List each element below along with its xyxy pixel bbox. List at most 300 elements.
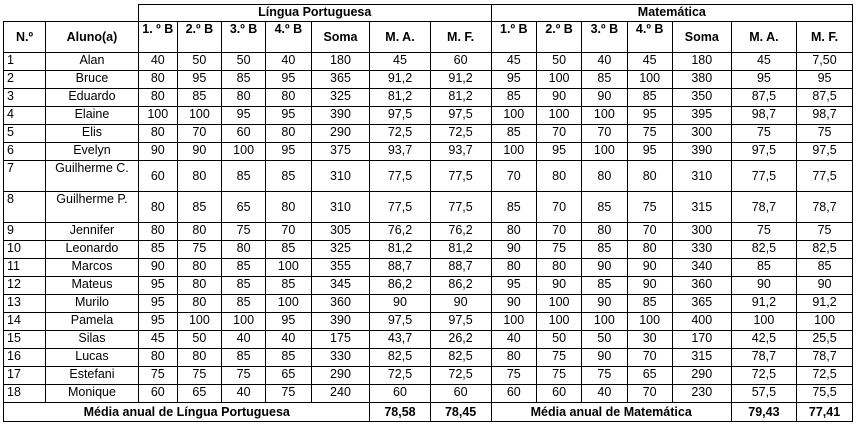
lp-b3-cell: 40 [221, 331, 265, 349]
student-number: 1 [4, 53, 46, 71]
lp-soma-cell: 355 [311, 259, 370, 277]
mat-soma-cell: 380 [672, 71, 731, 89]
lp-b1-cell: 80 [138, 349, 177, 367]
lp-b2-cell: 75 [177, 241, 221, 259]
mat-mf-cell: 87,5 [797, 89, 853, 107]
lp-b2-cell: 80 [177, 259, 221, 277]
lp-soma-cell: 330 [311, 349, 370, 367]
lp-b4-cell: 70 [266, 223, 311, 241]
mat-b2-cell: 50 [536, 331, 581, 349]
lp-b3-cell: 95 [221, 107, 265, 125]
mat-b1-cell: 100 [491, 313, 536, 331]
mat-annual-ma: 79,43 [731, 403, 796, 422]
col-mat-b4: 4.º B [627, 22, 672, 53]
mat-soma-cell: 180 [672, 53, 731, 71]
mat-mf-cell: 7,50 [797, 53, 853, 71]
mat-b3-cell: 90 [582, 295, 627, 313]
mat-ma-cell: 78,7 [731, 349, 796, 367]
lp-b4-cell: 40 [266, 53, 311, 71]
mat-b2-cell: 50 [536, 53, 581, 71]
mat-soma-cell: 300 [672, 125, 731, 143]
mat-b3-cell: 100 [582, 143, 627, 161]
col-mat-mf: M. F. [797, 22, 853, 53]
mat-mf-cell: 75 [797, 223, 853, 241]
col-lp-b1: 1. º B [138, 22, 177, 53]
mat-mf-cell: 85 [797, 259, 853, 277]
col-lp-b2: 2.º B [177, 22, 221, 53]
lp-soma-cell: 310 [311, 192, 370, 223]
student-name: Pamela [46, 313, 139, 331]
mat-b4-cell: 90 [627, 277, 672, 295]
mat-soma-cell: 300 [672, 223, 731, 241]
lp-mf-cell: 88,7 [430, 259, 491, 277]
mat-b2-cell: 70 [536, 192, 581, 223]
col-mat-ma: M. A. [731, 22, 796, 53]
lp-b4-cell: 95 [266, 143, 311, 161]
table-row [4, 349, 853, 367]
mat-b2-cell: 100 [536, 71, 581, 89]
lp-b3-cell: 85 [221, 349, 265, 367]
student-number: 17 [4, 367, 46, 385]
table-row [4, 277, 853, 295]
lp-b1-cell: 80 [138, 192, 177, 223]
table-row [4, 223, 853, 241]
mat-b4-cell: 75 [627, 125, 672, 143]
lp-ma-cell: 88,7 [370, 259, 430, 277]
mat-b1-cell: 90 [491, 295, 536, 313]
mat-ma-cell: 57,5 [731, 385, 796, 403]
student-number: 15 [4, 331, 46, 349]
lp-b2-cell: 95 [177, 71, 221, 89]
mat-soma-cell: 315 [672, 192, 731, 223]
mat-ma-cell: 77,5 [731, 161, 796, 192]
lp-b1-cell: 100 [138, 107, 177, 125]
lp-soma-cell: 390 [311, 107, 370, 125]
lp-soma-cell: 360 [311, 295, 370, 313]
lp-ma-cell: 90 [370, 295, 430, 313]
mat-soma-cell: 350 [672, 89, 731, 107]
mat-b1-cell: 95 [491, 71, 536, 89]
student-name: Murilo [46, 295, 139, 313]
lp-b1-cell: 80 [138, 125, 177, 143]
lp-ma-cell: 91,2 [370, 71, 430, 89]
lp-soma-cell: 310 [311, 161, 370, 192]
mat-b2-cell: 100 [536, 313, 581, 331]
mat-ma-cell: 85 [731, 259, 796, 277]
mat-mf-cell: 97,5 [797, 143, 853, 161]
lp-soma-cell: 290 [311, 125, 370, 143]
lp-b3-cell: 65 [221, 192, 265, 223]
mat-b2-cell: 80 [536, 259, 581, 277]
lp-b2-cell: 65 [177, 385, 221, 403]
mat-soma-cell: 400 [672, 313, 731, 331]
mat-b1-cell: 80 [491, 259, 536, 277]
table-row [4, 367, 853, 385]
student-number: 2 [4, 71, 46, 89]
mat-b1-cell: 80 [491, 223, 536, 241]
student-name: Elaine [46, 107, 139, 125]
table-row [4, 53, 853, 71]
mat-ma-cell: 87,5 [731, 89, 796, 107]
lp-b4-cell: 80 [266, 89, 311, 107]
lp-mf-cell: 77,5 [430, 161, 491, 192]
lp-ma-cell: 77,5 [370, 161, 430, 192]
mat-annual-label: Média anual de Matemática [491, 403, 731, 422]
mat-soma-cell: 230 [672, 385, 731, 403]
mat-soma-cell: 170 [672, 331, 731, 349]
table-row [4, 385, 853, 403]
column-header-row [4, 22, 853, 53]
col-mat-b2: 2.º B [536, 22, 581, 53]
mat-b2-cell: 75 [536, 241, 581, 259]
lp-ma-cell: 81,2 [370, 241, 430, 259]
table-row [4, 259, 853, 277]
student-name: Estefani [46, 367, 139, 385]
lp-b1-cell: 95 [138, 295, 177, 313]
student-name: Silas [46, 331, 139, 349]
lp-ma-cell: 72,5 [370, 125, 430, 143]
lp-b2-cell: 80 [177, 161, 221, 192]
lp-b4-cell: 75 [266, 385, 311, 403]
mat-ma-cell: 95 [731, 71, 796, 89]
mat-mf-cell: 78,7 [797, 192, 853, 223]
lp-b2-cell: 70 [177, 125, 221, 143]
table-row [4, 241, 853, 259]
lp-mf-cell: 76,2 [430, 223, 491, 241]
mat-ma-cell: 75 [731, 125, 796, 143]
student-name: Evelyn [46, 143, 139, 161]
lp-soma-cell: 240 [311, 385, 370, 403]
mat-b3-cell: 90 [582, 89, 627, 107]
grades-table [3, 4, 853, 422]
lp-b3-cell: 80 [221, 89, 265, 107]
mat-b3-cell: 40 [582, 53, 627, 71]
mat-ma-cell: 72,5 [731, 367, 796, 385]
lp-b1-cell: 60 [138, 385, 177, 403]
mat-b3-cell: 85 [582, 71, 627, 89]
mat-b4-cell: 95 [627, 107, 672, 125]
mat-b2-cell: 70 [536, 125, 581, 143]
subject-header-row [4, 5, 853, 22]
lp-b1-cell: 40 [138, 53, 177, 71]
lp-b4-cell: 85 [266, 241, 311, 259]
lp-b3-cell: 85 [221, 277, 265, 295]
lp-annual-label: Média anual de Língua Portuguesa [4, 403, 370, 422]
student-number: 9 [4, 223, 46, 241]
mat-mf-cell: 75,5 [797, 385, 853, 403]
mat-mf-cell: 77,5 [797, 161, 853, 192]
mat-mf-cell: 100 [797, 313, 853, 331]
mat-b1-cell: 60 [491, 385, 536, 403]
lp-b4-cell: 85 [266, 277, 311, 295]
student-name: Guilherme C. [46, 161, 139, 192]
mat-b2-cell: 75 [536, 367, 581, 385]
lp-b2-cell: 85 [177, 89, 221, 107]
col-mat-b1: 1.º B [491, 22, 536, 53]
mat-soma-cell: 310 [672, 161, 731, 192]
lp-soma-cell: 180 [311, 53, 370, 71]
mat-b3-cell: 80 [582, 161, 627, 192]
mat-ma-cell: 75 [731, 223, 796, 241]
mat-b4-cell: 95 [627, 143, 672, 161]
lp-mf-cell: 60 [430, 385, 491, 403]
student-number: 13 [4, 295, 46, 313]
lp-b2-cell: 100 [177, 313, 221, 331]
student-name: Elis [46, 125, 139, 143]
lp-ma-cell: 77,5 [370, 192, 430, 223]
mat-b3-cell: 75 [582, 367, 627, 385]
lp-b1-cell: 85 [138, 241, 177, 259]
lp-mf-cell: 72,5 [430, 367, 491, 385]
col-mat-b3: 3.º B [582, 22, 627, 53]
lp-mf-cell: 72,5 [430, 125, 491, 143]
col-lp-mf: M. F. [430, 22, 491, 53]
student-number: 14 [4, 313, 46, 331]
mat-b2-cell: 90 [536, 277, 581, 295]
student-number: 12 [4, 277, 46, 295]
mat-mf-cell: 78,7 [797, 349, 853, 367]
mat-b2-cell: 80 [536, 161, 581, 192]
lp-b3-cell: 85 [221, 259, 265, 277]
mat-b4-cell: 90 [627, 259, 672, 277]
lp-mf-cell: 81,2 [430, 241, 491, 259]
lp-b1-cell: 60 [138, 161, 177, 192]
lp-soma-cell: 305 [311, 223, 370, 241]
mat-b1-cell: 90 [491, 241, 536, 259]
lp-b3-cell: 100 [221, 313, 265, 331]
lp-b1-cell: 90 [138, 259, 177, 277]
mat-b3-cell: 80 [582, 223, 627, 241]
mat-b4-cell: 70 [627, 349, 672, 367]
student-number: 3 [4, 89, 46, 107]
lp-b3-cell: 50 [221, 53, 265, 71]
lp-b3-cell: 75 [221, 367, 265, 385]
mat-b1-cell: 100 [491, 143, 536, 161]
lp-ma-cell: 76,2 [370, 223, 430, 241]
mat-b4-cell: 85 [627, 89, 672, 107]
lp-mf-cell: 97,5 [430, 313, 491, 331]
lp-ma-cell: 72,5 [370, 367, 430, 385]
mat-annual-mf: 77,41 [797, 403, 853, 422]
lp-b4-cell: 95 [266, 313, 311, 331]
mat-b2-cell: 90 [536, 89, 581, 107]
lp-b3-cell: 40 [221, 385, 265, 403]
table-row [4, 331, 853, 349]
header-blank [4, 5, 139, 22]
lp-soma-cell: 325 [311, 89, 370, 107]
lp-b2-cell: 50 [177, 53, 221, 71]
lp-mf-cell: 86,2 [430, 277, 491, 295]
mat-mf-cell: 90 [797, 277, 853, 295]
mat-ma-cell: 42,5 [731, 331, 796, 349]
mat-b2-cell: 75 [536, 349, 581, 367]
mat-b4-cell: 30 [627, 331, 672, 349]
lp-b4-cell: 65 [266, 367, 311, 385]
lp-b1-cell: 80 [138, 89, 177, 107]
student-number: 8 [4, 192, 46, 223]
lp-ma-cell: 97,5 [370, 107, 430, 125]
lp-b3-cell: 80 [221, 241, 265, 259]
mat-b1-cell: 75 [491, 367, 536, 385]
mat-b4-cell: 75 [627, 192, 672, 223]
lp-b2-cell: 80 [177, 223, 221, 241]
mat-b1-cell: 85 [491, 125, 536, 143]
mat-soma-cell: 360 [672, 277, 731, 295]
mat-soma-cell: 365 [672, 295, 731, 313]
lp-annual-ma: 78,58 [370, 403, 430, 422]
mat-ma-cell: 78,7 [731, 192, 796, 223]
lp-ma-cell: 86,2 [370, 277, 430, 295]
mat-b3-cell: 90 [582, 349, 627, 367]
mat-ma-cell: 98,7 [731, 107, 796, 125]
mat-b4-cell: 45 [627, 53, 672, 71]
col-lp-soma: Soma [311, 22, 370, 53]
mat-soma-cell: 315 [672, 349, 731, 367]
lp-b1-cell: 75 [138, 367, 177, 385]
mat-mf-cell: 82,5 [797, 241, 853, 259]
mat-ma-cell: 100 [731, 313, 796, 331]
mat-ma-cell: 91,2 [731, 295, 796, 313]
mat-ma-cell: 45 [731, 53, 796, 71]
table-row [4, 161, 853, 192]
lp-b2-cell: 80 [177, 277, 221, 295]
mat-mf-cell: 72,5 [797, 367, 853, 385]
lp-soma-cell: 365 [311, 71, 370, 89]
student-name: Eduardo [46, 89, 139, 107]
mat-b3-cell: 85 [582, 277, 627, 295]
table-row [4, 295, 853, 313]
mat-b4-cell: 80 [627, 161, 672, 192]
col-lp-ma: M. A. [370, 22, 430, 53]
mat-b4-cell: 70 [627, 385, 672, 403]
student-name: Bruce [46, 71, 139, 89]
student-name: Alan [46, 53, 139, 71]
mat-b4-cell: 100 [627, 313, 672, 331]
mat-b1-cell: 80 [491, 349, 536, 367]
mat-b1-cell: 45 [491, 53, 536, 71]
lp-b4-cell: 100 [266, 259, 311, 277]
student-number: 7 [4, 161, 46, 192]
lp-mf-cell: 91,2 [430, 71, 491, 89]
mat-b3-cell: 85 [582, 241, 627, 259]
lp-b2-cell: 80 [177, 295, 221, 313]
mat-soma-cell: 290 [672, 367, 731, 385]
student-name: Marcos [46, 259, 139, 277]
lp-ma-cell: 60 [370, 385, 430, 403]
lp-ma-cell: 45 [370, 53, 430, 71]
lp-b2-cell: 90 [177, 143, 221, 161]
mat-soma-cell: 395 [672, 107, 731, 125]
table-row [4, 192, 853, 223]
table-row [4, 313, 853, 331]
mat-b4-cell: 100 [627, 71, 672, 89]
lp-b3-cell: 60 [221, 125, 265, 143]
lp-b2-cell: 80 [177, 349, 221, 367]
lp-mf-cell: 81,2 [430, 89, 491, 107]
student-number: 6 [4, 143, 46, 161]
lp-soma-cell: 290 [311, 367, 370, 385]
lp-b3-cell: 85 [221, 161, 265, 192]
lp-annual-mf: 78,45 [430, 403, 491, 422]
lp-b1-cell: 95 [138, 277, 177, 295]
col-lp-b4: 4.º B [266, 22, 311, 53]
mat-mf-cell: 75 [797, 125, 853, 143]
lp-b4-cell: 95 [266, 71, 311, 89]
lp-ma-cell: 81,2 [370, 89, 430, 107]
mat-b3-cell: 50 [582, 331, 627, 349]
lp-b4-cell: 95 [266, 107, 311, 125]
table-row [4, 71, 853, 89]
lp-b1-cell: 80 [138, 223, 177, 241]
lp-ma-cell: 97,5 [370, 313, 430, 331]
mat-b3-cell: 90 [582, 259, 627, 277]
lp-mf-cell: 82,5 [430, 349, 491, 367]
mat-b3-cell: 40 [582, 385, 627, 403]
mat-b2-cell: 100 [536, 295, 581, 313]
mat-b3-cell: 100 [582, 107, 627, 125]
student-number: 16 [4, 349, 46, 367]
mat-b3-cell: 100 [582, 313, 627, 331]
lp-b3-cell: 85 [221, 71, 265, 89]
lp-b4-cell: 85 [266, 161, 311, 192]
mat-b2-cell: 100 [536, 107, 581, 125]
lp-ma-cell: 93,7 [370, 143, 430, 161]
mat-b2-cell: 60 [536, 385, 581, 403]
lp-mf-cell: 60 [430, 53, 491, 71]
col-lp-b3: 3.º B [221, 22, 265, 53]
mat-title: Matemática [491, 5, 852, 22]
lp-b2-cell: 75 [177, 367, 221, 385]
lp-soma-cell: 325 [311, 241, 370, 259]
mat-b4-cell: 65 [627, 367, 672, 385]
mat-b1-cell: 85 [491, 192, 536, 223]
student-name: Lucas [46, 349, 139, 367]
mat-ma-cell: 90 [731, 277, 796, 295]
mat-b1-cell: 100 [491, 107, 536, 125]
mat-b3-cell: 85 [582, 192, 627, 223]
lp-b3-cell: 85 [221, 295, 265, 313]
col-name: Aluno(a) [46, 22, 139, 53]
table-row [4, 107, 853, 125]
lp-b1-cell: 80 [138, 71, 177, 89]
mat-b4-cell: 80 [627, 241, 672, 259]
mat-ma-cell: 82,5 [731, 241, 796, 259]
lp-title: Língua Portuguesa [138, 5, 491, 22]
lp-soma-cell: 390 [311, 313, 370, 331]
mat-b2-cell: 70 [536, 223, 581, 241]
mat-mf-cell: 95 [797, 71, 853, 89]
student-name: Jennifer [46, 223, 139, 241]
mat-b3-cell: 70 [582, 125, 627, 143]
student-number: 18 [4, 385, 46, 403]
lp-b4-cell: 100 [266, 295, 311, 313]
mat-b1-cell: 85 [491, 89, 536, 107]
lp-soma-cell: 375 [311, 143, 370, 161]
lp-b3-cell: 100 [221, 143, 265, 161]
lp-b1-cell: 45 [138, 331, 177, 349]
lp-b2-cell: 100 [177, 107, 221, 125]
lp-soma-cell: 345 [311, 277, 370, 295]
mat-mf-cell: 91,2 [797, 295, 853, 313]
student-name: Mateus [46, 277, 139, 295]
student-number: 4 [4, 107, 46, 125]
student-name: Monique [46, 385, 139, 403]
lp-mf-cell: 93,7 [430, 143, 491, 161]
mat-soma-cell: 340 [672, 259, 731, 277]
lp-b4-cell: 85 [266, 349, 311, 367]
lp-b3-cell: 75 [221, 223, 265, 241]
mat-b4-cell: 85 [627, 295, 672, 313]
